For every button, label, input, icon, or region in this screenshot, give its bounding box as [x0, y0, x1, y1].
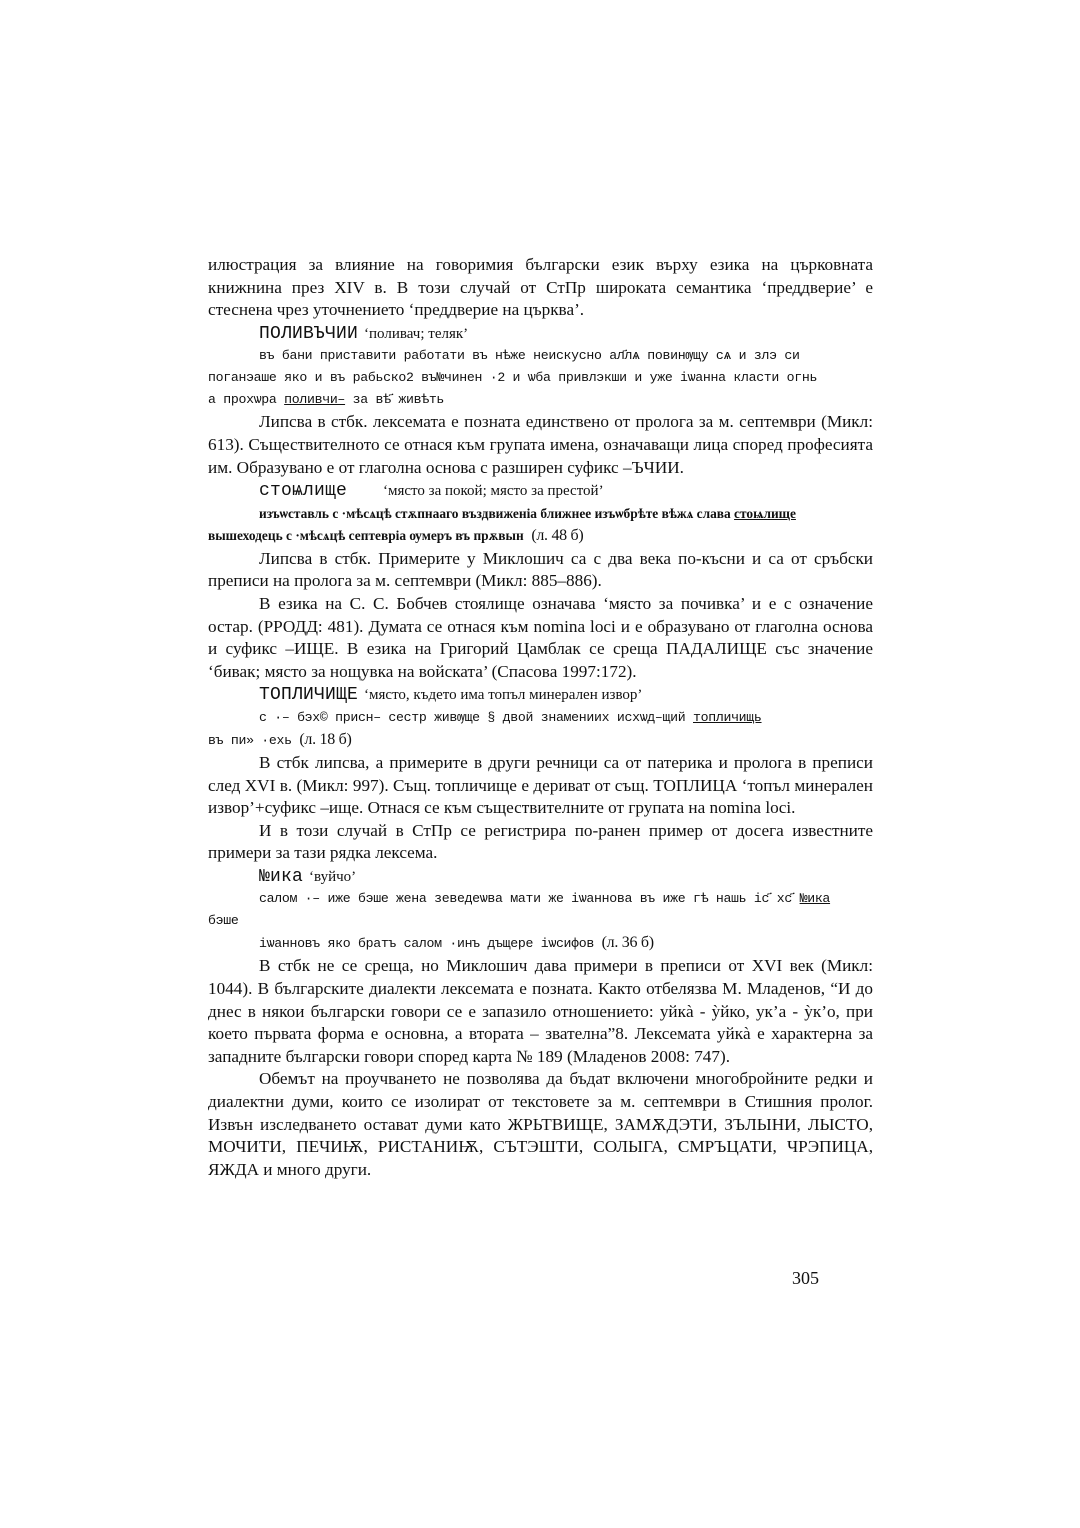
paragraph-commentary: Липсва в стбк. Примерите у Миклошич са с два века по-късни и са от сръбски преписи на пролога за м. септември (Микл: 885–886).: [208, 548, 873, 591]
entry-gloss: ‘място за покой; място за престой’: [383, 483, 604, 500]
entry-heading-stoyalishte: [208, 479, 873, 503]
entry-gloss: ‘вуйчо’: [309, 868, 357, 885]
citation-block: [208, 707, 873, 752]
citation-block: [208, 503, 873, 548]
citation-text: за вѣ҃ живѣть: [345, 392, 445, 408]
paragraph-intro: илюстрация за влияние на говоримия български език върху езика на църковната книжнина през XIV в. В този случай от СтПр широката семантика ‘преддверие’ е стеснена чрез уточнението ‘преддверие на църква’.: [208, 255, 873, 320]
paragraph-commentary: В езика на С. С. Бобчев стоялище означава ‘място за почивка’ и е с означение остар. (РРОДД: 481). Думата се отнася към nomina loci и е образувано от глаголна основа и суфикс –ИЩЕ. В езика на Григорий Цамблак се среща ПАДАЛИЩЕ със значение ‘бивак; място за нощувка на войската’ (Спасова 1997:172).: [208, 593, 873, 681]
citation-keyword: поливчи–: [284, 392, 346, 408]
entry-heading-toplichishte: [208, 683, 873, 707]
entry-heading-uika: [208, 865, 873, 889]
paragraph-commentary: Липсва в стбк. лексемата е позната единствено от пролога за м. септември (Микл: 613). Съществителното се отнася към групата имена, означаващи лица според професията им. Образувано е от глаголна основа с разширен суфикс –ЪЧИИ.: [208, 412, 873, 477]
citation-line: [208, 888, 873, 910]
entry-gloss: ‘място, където има топъл минерален извор’: [364, 687, 643, 704]
citation-ref: (л. 48 б): [531, 526, 584, 544]
citation-keyword: топличищь: [693, 709, 762, 725]
citation-text: с ·– бэх© присн– сестр живѹще § двой знамениих исхѡд–щий: [259, 709, 693, 725]
citation-block: [208, 888, 873, 955]
entry-gloss: ‘поливач; теляк’: [364, 325, 469, 342]
paragraph-commentary: В стбк не се среща, но Миклошич дава примери в преписи от XVI век (Микл: 1044). В българските диалекти лексемата е позната. Както отбелязва М. Младенов, “И до днес в някои български говори се е запазило отношението: уйкà - ỳйко, ук’а - ỳк’о, при което първата форма е основна, а втората – звателна”8. Лексемата уйкà е характерна за западните български говори според карта № 189 (Младенов 2008: 747).: [208, 956, 873, 1066]
page-body: [208, 254, 873, 1181]
citation-text: а прохѡра: [208, 392, 285, 408]
entry-lemma: ТОПЛИЧИЩЕ: [259, 685, 359, 706]
citation-text: въ пи» ·ехь: [208, 732, 292, 748]
citation-text: салом ·– иже бэше жена зеведеѡва мати же іѡаннова въ иже гѣ нашь іс҃ хс҃: [259, 891, 800, 907]
citation-line: [208, 729, 873, 752]
citation-line: [208, 503, 873, 525]
citation-line: бэше: [208, 913, 239, 929]
citation-line: въ бани приставити работати въ нѣже неискусно ал҃лѧ повинѹщу сѧ и злэ си: [259, 348, 800, 364]
paragraph-conclusion: Обемът на проучването не позволява да бъдат включени многобройните редки и диалектни думи, които се изолират от текстовете за м. септември в Стишния пролог. Извън изследването остават думи като ЖРЬТВИЩЕ, ЗАМѪДЭТИ, ЗЪЛЫНИ, ЛЫСТО, МОЧИТИ, ПЕЧИѬ, РИСТАНИѬ, СЪТЭШТИ, СОЛЫГА, СМРЪЦАТИ, ЧРЭПИЦА, ЯЖДА и много други.: [208, 1069, 873, 1179]
citation-keyword: №ика: [799, 891, 831, 907]
citation-line: [208, 707, 873, 729]
citation-keyword: стоѩлище: [734, 505, 796, 521]
entry-heading-polivachii: [208, 322, 873, 346]
page-number: 305: [792, 1268, 819, 1288]
paragraph-commentary: И в този случай в СтПр се регистрира по-ранен пример от досега известните примери за тази рядка лексема.: [208, 820, 873, 863]
citation-text: вышеходець с ·мѣсѧцѣ септевріа ѹмеръ въ прѫвын: [208, 527, 524, 543]
citation-line: поганэаше яко и въ рабьско2 въ№чинен ·2 и ѡба привлэкши и уже іѡанна класти огнь: [208, 370, 818, 386]
citation-line: [208, 525, 873, 548]
entry-lemma: ПОЛИВЪЧИИ: [259, 323, 359, 344]
citation-text: іѡанновъ яко братъ салом ·инъ дъщере іѡсифов: [259, 936, 595, 952]
paragraph-commentary: В стбк липсва, а примерите в други речници са от патерика и пролога в преписи след XVI в. (Микл: 997). Същ. топличище е дериват от същ. ТОПЛИЦА ‘топъл минерален извор’+суфикс –ище. Отнася се към съществителните от групата на nomina loci.: [208, 752, 873, 818]
citation-ref: (л. 36 б): [601, 934, 654, 952]
citation-ref: (л. 18 б): [299, 730, 352, 748]
citation-block: [208, 345, 873, 411]
citation-text: изъѡставль с ·мѣсѧцѣ стѫпнааго въздвиженіа ближнее изъѡбрѣте вѣжѧ слава: [259, 505, 735, 521]
citation-line: [208, 932, 873, 955]
entry-lemma: №ика: [259, 866, 304, 887]
citation-line: [208, 389, 873, 411]
entry-lemma: стоѩлище: [259, 481, 348, 502]
